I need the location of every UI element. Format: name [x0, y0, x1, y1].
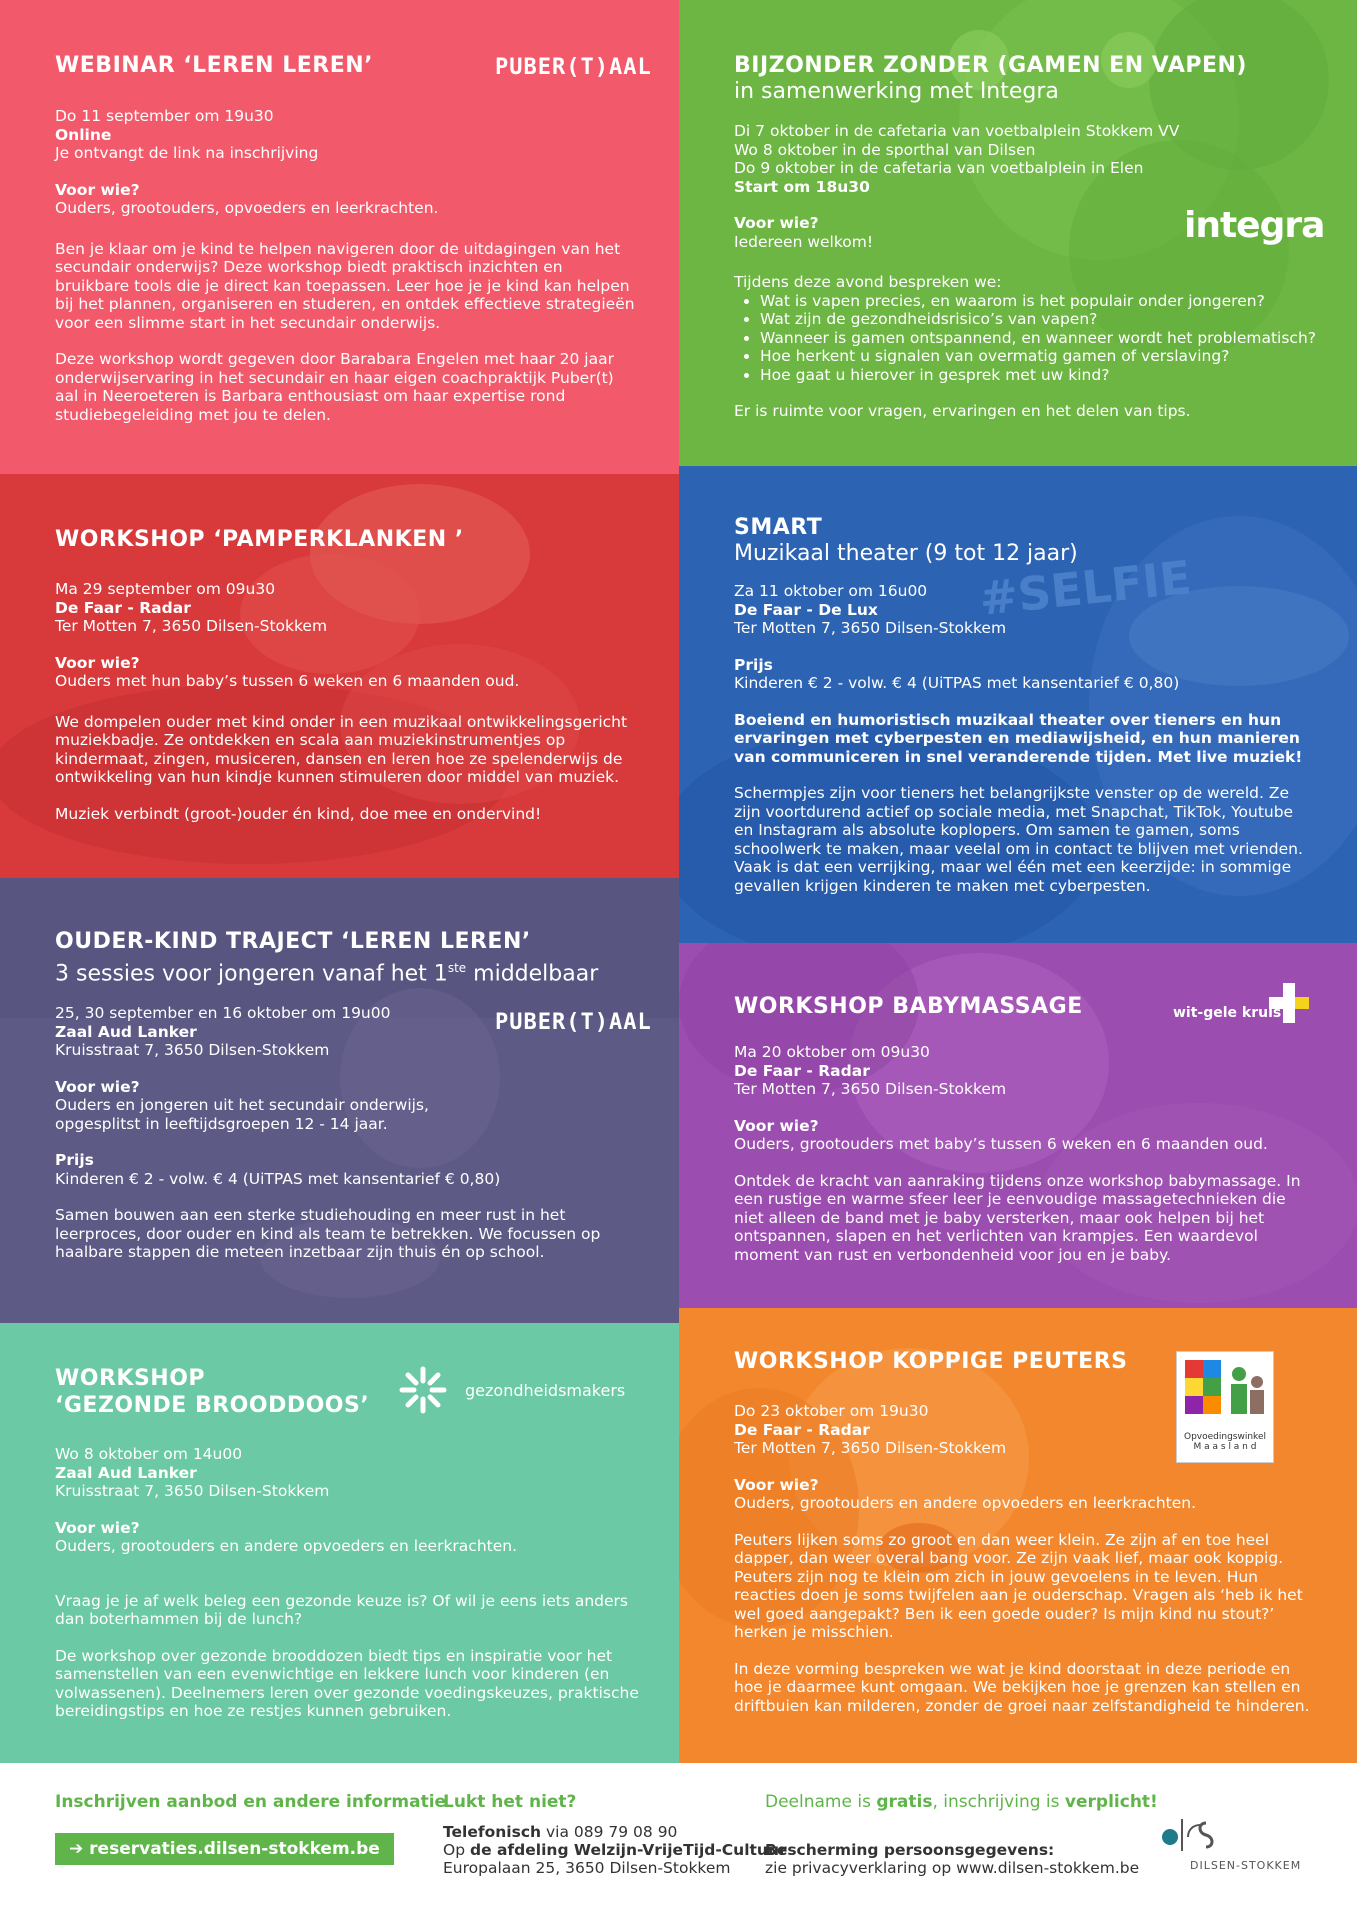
dilsen-stokkem-logo: DILSEN-STOKKEM: [1150, 1815, 1310, 1875]
vapen-who-label: Voor wie?: [734, 214, 819, 232]
vapen-date2: Wo 8 oktober in de sporthal van Dilsen: [734, 140, 1036, 159]
traject-desc: Samen bouwen aan een sterke studiehouding en meer rust in het leerproces, door ouder en kind als team te betrekken. We focussen op haalbare stappen die meteen inzetbaar zijn thuis én op school.: [55, 1206, 601, 1261]
panel-peuters: [679, 1308, 1357, 1763]
traject-who-label: Voor wie?: [55, 1077, 140, 1096]
smart-location: De Faar - De Lux: [734, 600, 878, 619]
footer-col-info: [765, 1793, 1158, 1877]
footer: [0, 1763, 1357, 1920]
footer-department: Op de afdeling Welzijn-VrijeTijd-Cultuur: [443, 1841, 787, 1859]
panel-massage: [679, 943, 1357, 1308]
integra-logo: integra: [1184, 205, 1325, 246]
pamper-date: Ma 29 september om 09u30: [55, 580, 276, 598]
smart-price: Kinderen € 2 - volw. € 4 (UiTPAS met kansentarief € 0,80): [734, 674, 1180, 692]
smart-date: Za 11 oktober om 16u00: [734, 582, 928, 600]
traject-title: OUDER-KIND TRAJECT ‘LEREN LEREN’: [55, 929, 531, 954]
opvoedingswinkel-logo: Opvoedingswinkel M a a s l a n d: [1176, 1351, 1274, 1463]
brooddoos-title1: WORKSHOP: [55, 1366, 206, 1391]
webinar-who-label: Voor wie?: [55, 180, 140, 199]
brooddoos-title2: ‘GEZONDE BROODDOOS’: [55, 1393, 370, 1418]
pamper-desc1: We dompelen ouder met kind onder in een muzikaal ontwikkelingsgericht muziekbadje. Ze ontdekken en scala aan muziekinstrumentjes op kindermaat, zingen, musiceren, dansen en leren hoe ze spelenderwijs de ontwikkeling van hun kindje kunnen stimuleren door middel van muziek.: [55, 712, 628, 786]
footer-privacy-label: Bescherming persoonsgegevens:: [765, 1841, 1055, 1859]
massage-address: Ter Motten 7, 3650 Dilsen-Stokkem: [734, 1080, 1007, 1098]
pubertaal-logo: PUBER(T)AAL: [495, 1010, 652, 1035]
webinar-location: Online: [55, 125, 112, 144]
traject-location: Zaal Aud Lanker: [55, 1022, 197, 1041]
massage-desc: Ontdek de kracht van aanraking tijdens onze workshop babymassage. In een rustige en warme sfeer leer je eenvoudige massagetechnieken die niet alleen de band met je baby versterken, maar ook helpen bij het ontspannen, slapen en het verlichten van krampjes. Een waardevol moment van rust en verbondenheid voor jou en je baby.: [734, 1171, 1301, 1264]
webinar-who: Ouders, grootouders, opvoeders en leerkrachten.: [55, 199, 439, 217]
pubertaal-logo: PUBER(T)AAL: [495, 55, 652, 80]
pamper-title: WORKSHOP ‘PAMPERKLANKEN ’: [55, 527, 464, 552]
massage-who: Ouders, grootouders met baby’s tussen 6 weken en 6 maanden oud.: [734, 1135, 1268, 1153]
pamper-location: De Faar - Radar: [55, 598, 191, 617]
list-item: • Wat zijn de gezondheidsrisico’s van vapen?: [760, 310, 1317, 329]
vapen-closing: Er is ruimte voor vragen, ervaringen en het delen van tips.: [734, 402, 1191, 420]
gezondheidsmakers-logo: gezondheidsmakers: [465, 1381, 626, 1400]
panel-traject: [0, 878, 679, 1323]
vapen-who: Iedereen welkom!: [734, 232, 874, 251]
webinar-note: Je ontvangt de link na inschrijving: [55, 144, 319, 162]
list-item: • Hoe gaat u hierover in gesprek met uw kind?: [760, 366, 1317, 385]
brooddoos-address: Kruisstraat 7, 3650 Dilsen-Stokkem: [55, 1482, 330, 1500]
peuters-desc1: Peuters lijken soms zo groot en dan weer klein. Ze zijn af en toe heel dapper, dan weer overal bang voor. Ze zijn vaak lief, maar ook koppig. Peuters zijn nog te klein om zich in jouw gevoelens in te leven. Hun reacties doen je soms twijfelen aan je ouderschap. Vragen als ‘heb ik het wel goed aangepakt? Ben ik een goede ouder? Is mijn kind nu stout?’ herken je misschien.: [734, 1530, 1303, 1641]
footer-register-title: Inschrijven aanbod en andere informatie: [55, 1792, 447, 1812]
massage-date: Ma 20 oktober om 09u30: [734, 1043, 930, 1061]
massage-who-label: Voor wie?: [734, 1116, 819, 1135]
peuters-who-label: Voor wie?: [734, 1475, 819, 1494]
peuters-title: WORKSHOP KOPPIGE PEUTERS: [734, 1349, 1128, 1374]
selfie-sign: #SELFIE: [976, 550, 1194, 626]
webinar-desc2: Deze workshop wordt gegeven door Barabara Engelen met haar 20 jaar onderwijservaring in het secundair en haar eigen coachpraktijk Puber(t) aal in Neeroeteren is Barbara enthousiast om haar expertise rond studiebegeleiding met jou te delen.: [55, 350, 614, 424]
panel-pamper: [0, 474, 679, 878]
traject-address: Kruisstraat 7, 3650 Dilsen-Stokkem: [55, 1041, 330, 1059]
brooddoos-desc2: De workshop over gezonde brooddozen biedt tips en inspiratie voor het samenstellen van een evenwichtige en lekkere lunch voor kinderen (en volwassenen). Deelnemers leren over gezonde voedingskeuzes, praktische bereidingstips en hoe ze restjes kunnen gebruiken.: [55, 1646, 639, 1720]
pamper-who: Ouders met hun baby’s tussen 6 weken en 6 maanden oud.: [55, 672, 520, 690]
footer-free-notice: Deelname is gratis, inschrijving is verplicht!: [765, 1792, 1158, 1812]
pamper-desc2: Muziek verbindt (groot-)ouder én kind, doe mee en ondervind!: [55, 804, 542, 823]
vapen-subtitle: in samenwerking met Integra: [734, 79, 1059, 104]
list-item: • Wanneer is gamen ontspannend, en wanneer wordt het problematisch?: [760, 329, 1317, 348]
traject-price-label: Prijs: [55, 1151, 94, 1169]
smart-desc: Schermpjes zijn voor tieners het belangrijkste venster op de wereld. Ze zijn voortdurend actief op sociale media, met Snapchat, TikTok, Youtube en Instagram als absolute koplopers. Om samen te gamen, soms schoolwerk te maken, maar veelal om in contact te blijven met vrienden. Vaak is dat een verrijking, maar wel één met een keerzijde: in sommige gevallen krijgen kinderen te maken met cyberpesten.: [734, 784, 1303, 895]
list-item: • Hoe herkent u signalen van overmatig gamen of verslaving?: [760, 347, 1317, 366]
traject-subtitle: 3 sessies voor jongeren vanaf het 1ste middelbaar: [55, 961, 599, 987]
brooddoos-location: Zaal Aud Lanker: [55, 1463, 197, 1482]
panel-webinar: [0, 0, 679, 474]
smart-price-label: Prijs: [734, 655, 773, 674]
webinar-desc1: Ben je klaar om je kind te helpen navigeren door de uitdagingen van het secundair onderwijs? Deze workshop biedt praktisch inzichten en bruikbare tools die je direct kan toepassen. Leer hoe je je kind kan helpen bij het plannen, organiseren en studeren, en ontdek effectieve strategieën voor een slimme start in het secundair onderwijs.: [55, 239, 635, 332]
vapen-start: Start om 18u30: [734, 177, 870, 196]
footer-privacy: zie privacyverklaring op www.dilsen-stokkem.be: [765, 1859, 1140, 1877]
brooddoos-date: Wo 8 oktober om 14u00: [55, 1445, 243, 1463]
vapen-intro: Tijdens deze avond bespreken we:: [734, 273, 1002, 291]
wit-gele-kruis-logo: wit-gele kruis: [1173, 983, 1323, 1033]
brooddoos-who-label: Voor wie?: [55, 1518, 140, 1537]
peuters-location: De Faar - Radar: [734, 1420, 870, 1439]
webinar-date: Do 11 september om 19u30: [55, 107, 274, 125]
traject-who: Ouders en jongeren uit het secundair onderwijs, opgesplitst in leeftijdsgroepen 12 - 14 jaar.: [55, 1096, 429, 1133]
peuters-desc2: In deze vorming bespreken we wat je kind doorstaat in deze periode en hoe je daarmee kunt omgaan. We bekijken hoe je grenzen kan stellen en driftbuien kan milderen, zonder de groei naar zelfstandigheid te hinderen.: [734, 1659, 1310, 1715]
brooddoos-who: Ouders, grootouders en andere opvoeders en leerkrachten.: [55, 1537, 518, 1555]
traject-date: 25, 30 september en 16 oktober om 19u00: [55, 1004, 391, 1022]
smart-title: SMART: [734, 515, 823, 540]
traject-price: Kinderen € 2 - volw. € 4 (UiTPAS met kansentarief € 0,80): [55, 1169, 501, 1188]
webinar-title: WEBINAR ‘LEREN LEREN’: [55, 53, 374, 78]
list-item: • Wat is vapen precies, en waarom is het populair onder jongeren?: [760, 292, 1317, 311]
peuters-address: Ter Motten 7, 3650 Dilsen-Stokkem: [734, 1439, 1007, 1457]
smart-bold-desc: Boeiend en humoristisch muzikaal theater over tieners en hun ervaringen met cyberpesten en mediawijsheid, en hun manieren van communiceren in snel veranderende tijden. Met live muziek!: [734, 710, 1303, 766]
footer-col-register: [55, 1793, 446, 1865]
panel-smart: [679, 466, 1357, 943]
pamper-address: Ter Motten 7, 3650 Dilsen-Stokkem: [55, 617, 328, 635]
pamper-who-label: Voor wie?: [55, 653, 140, 672]
footer-help-title: Lukt het niet?: [443, 1792, 577, 1812]
panel-vapen: [679, 0, 1357, 474]
peuters-who: Ouders, grootouders en andere opvoeders en leerkrachten.: [734, 1494, 1197, 1512]
vapen-bullets: [734, 292, 1317, 385]
gezondheidsmakers-icon: [398, 1365, 448, 1415]
massage-location: De Faar - Radar: [734, 1061, 870, 1080]
footer-col-help: [443, 1793, 787, 1877]
vapen-title: BIJZONDER ZONDER (GAMEN EN VAPEN): [734, 53, 1247, 78]
vapen-date1: Di 7 oktober in de cafetaria van voetbalplein Stokkem VV: [734, 122, 1180, 140]
footer-phone: Telefonisch via 089 79 08 90: [443, 1823, 678, 1841]
footer-address: Europalaan 25, 3650 Dilsen-Stokkem: [443, 1859, 731, 1877]
smart-subtitle: Muzikaal theater (9 tot 12 jaar): [734, 541, 1078, 566]
smart-address: Ter Motten 7, 3650 Dilsen-Stokkem: [734, 619, 1007, 637]
panel-brooddoos: [0, 1323, 679, 1763]
reservations-link-button[interactable]: ➔ reservaties.dilsen-stokkem.be: [55, 1833, 394, 1865]
brooddoos-desc1: Vraag je je af welk beleg een gezonde keuze is? Of wil je eens iets anders dan boterhammen bij de lunch?: [55, 1591, 628, 1628]
ds-logo-icon: [1154, 1815, 1234, 1855]
vapen-date3: Do 9 oktober in de cafetaria van voetbalplein in Elen: [734, 159, 1144, 177]
peuters-date: Do 23 oktober om 19u30: [734, 1402, 929, 1420]
massage-title: WORKSHOP BABYMASSAGE: [734, 994, 1083, 1019]
